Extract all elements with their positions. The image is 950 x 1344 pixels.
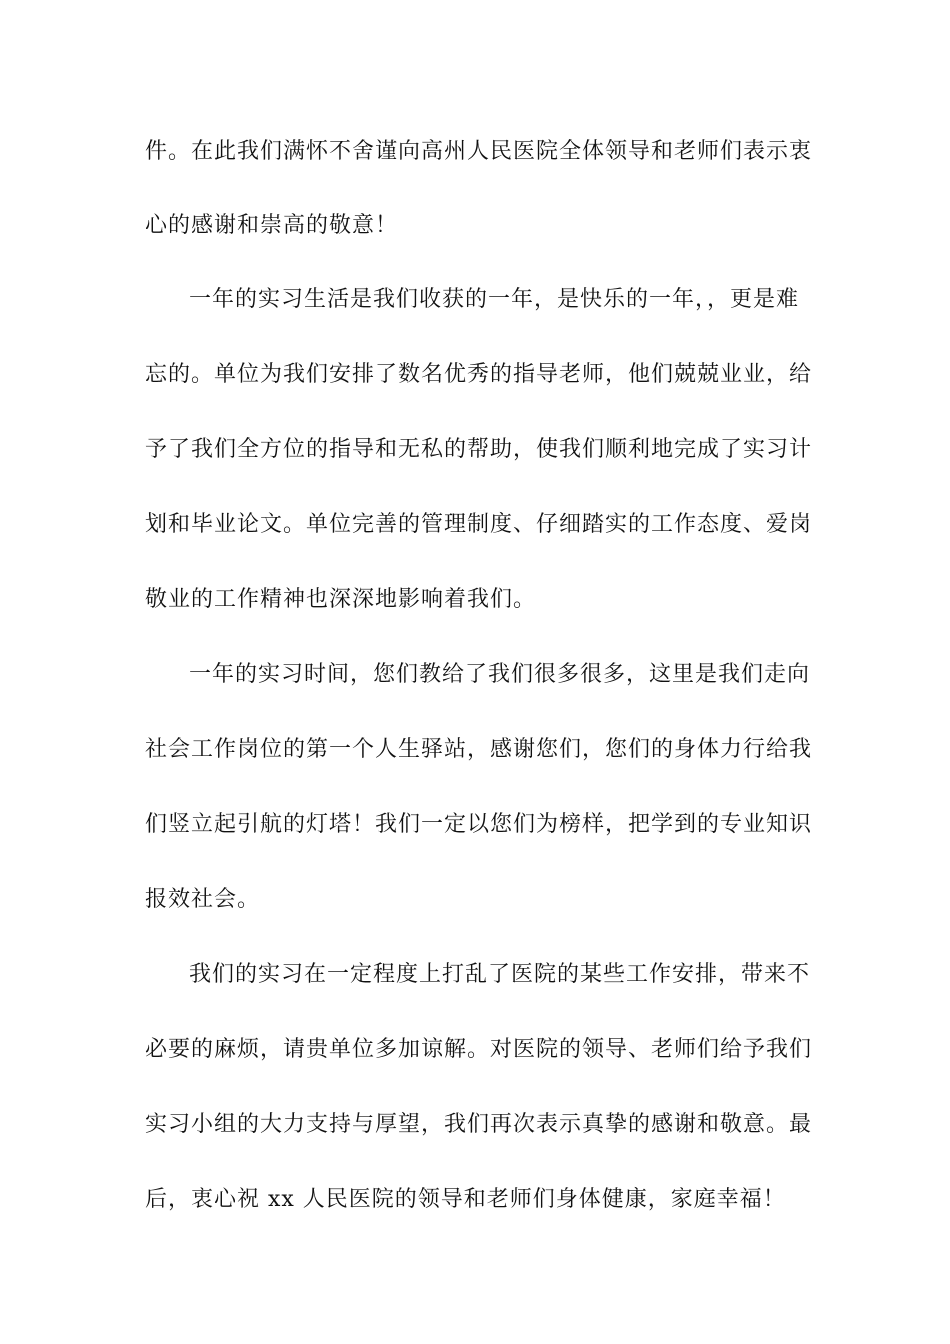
paragraph-3-line-3: 们竖立起引航的灯塔！我们一定以您们为榜样，把学到的专业知识 [145, 812, 813, 837]
paragraph-2-line-4: 划和毕业论文。单位完善的管理制度、仔细踏实的工作态度、爱岗 [145, 512, 813, 537]
paragraph-3-line-2: 社会工作岗位的第一个人生驿站，感谢您们，您们的身体力行给我 [145, 737, 813, 762]
paragraph-2-line-5: 敬业的工作精神也深深地影响着我们。 [145, 587, 537, 612]
paragraph-2-line-3: 予了我们全方位的指导和无私的帮助，使我们顺利地完成了实习计 [145, 437, 813, 462]
paragraph-2-line-2: 忘的。单位为我们安排了数名优秀的指导老师，他们兢兢业业，给 [145, 362, 813, 387]
text-line-1: 件。在此我们满怀不舍谨向高州人民医院全体领导和老师们表示衷 [145, 139, 813, 164]
paragraph-4-line-2: 必要的麻烦，请贵单位多加谅解。对医院的领导、老师们给予我们 [145, 1037, 813, 1062]
paragraph-4-line-3: 实习小组的大力支持与厚望，我们再次表示真挚的感谢和敬意。最 [145, 1112, 813, 1137]
paragraph-4-line-1: 我们的实习在一定程度上打乱了医院的某些工作安排，带来不 [189, 962, 811, 987]
paragraph-3-line-1: 一年的实习时间，您们教给了我们很多很多，这里是我们走向 [189, 662, 811, 687]
paragraph-4-line-4: 后，衷心祝 xx 人民医院的领导和老师们身体健康，家庭幸福！ [145, 1187, 786, 1212]
text-line-2: 心的感谢和崇高的敬意！ [145, 213, 399, 238]
paragraph-3-line-4: 报效社会。 [145, 887, 261, 912]
paragraph-2-line-1: 一年的实习生活是我们收获的一年，是快乐的一年，，更是难 [189, 287, 800, 312]
